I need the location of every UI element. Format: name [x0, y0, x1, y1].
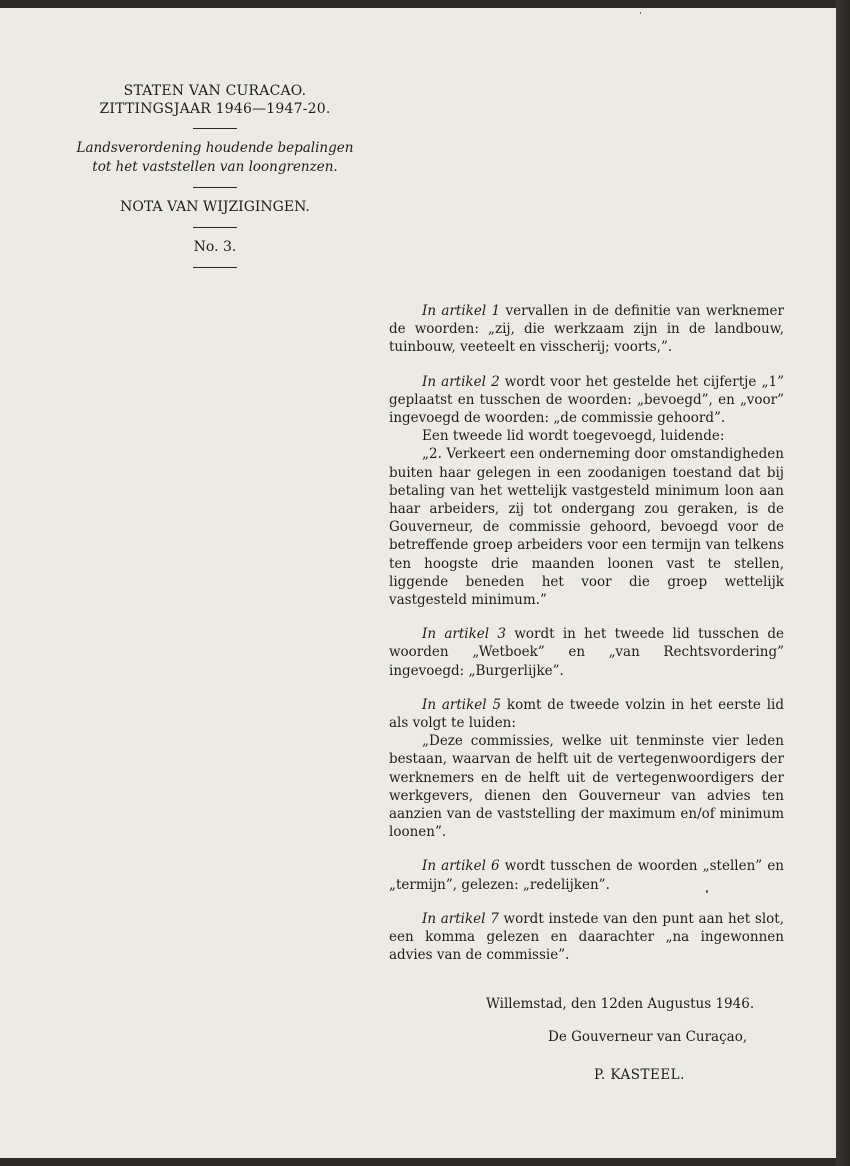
article-reference: In artikel 7	[422, 910, 499, 927]
subject-line-1: Landsverordening houdende bepalingen	[76, 140, 354, 156]
place-and-date: Willemstad, den 12den Augustus 1946.	[486, 996, 755, 1012]
paragraph-artikel-1	[389, 302, 784, 357]
paragraph-artikel-3	[389, 625, 784, 680]
document-body	[389, 302, 784, 965]
document-number: No. 3.	[193, 239, 237, 255]
article-reference: In artikel 5	[422, 696, 502, 713]
scan-border	[836, 0, 850, 1166]
header-session: ZITTINGSJAAR 1946—1947-20.	[99, 101, 331, 117]
paragraph-artikel-2	[389, 373, 784, 428]
divider	[193, 187, 237, 188]
paragraph-text: wordt tusschen de woorden „stellen” en „termijn”, gelezen: „redelijken”.	[389, 858, 785, 893]
divider	[193, 227, 237, 228]
divider	[193, 267, 237, 268]
paragraph-text: wordt in het tweede lid tusschen de woorden „Wetboek” en „van Rechtsvordering” ingevoegd: „Burgerlijke”.	[389, 626, 784, 679]
paper-speck	[706, 890, 708, 893]
header-assembly: STATEN VAN CURACAO.	[123, 83, 307, 99]
paragraph-lid-2	[389, 445, 784, 609]
article-reference: In artikel 6	[422, 858, 500, 875]
article-reference: In artikel 1	[422, 303, 501, 319]
paragraph-artikel-6	[389, 857, 784, 893]
paragraph-artikel-5	[389, 696, 784, 732]
signatory-role: De Gouverneur van Curaçao,	[548, 1029, 748, 1045]
paragraph-text: komt de tweede volzin in het eerste lid als volgt te luiden:	[389, 696, 784, 732]
divider	[193, 128, 237, 129]
paragraph-text: vervallen in de definitie van werknemer de woorden: „zij, die werkzaam zijn in de landbouw, tuinbouw, veeteelt en visscherij; voorts,”.	[389, 303, 784, 356]
document-page	[0, 8, 836, 1158]
paragraph-text: wordt voor het gestelde het cijfertje „1” geplaatst en tusschen de woorden: „bevoegd”, en „voor” ingevoegd de woorden: „de commissie gehoord”.	[389, 373, 784, 427]
paper-speck	[640, 12, 641, 14]
article-reference: In artikel 3	[422, 626, 506, 643]
paragraph-new-lid	[389, 427, 784, 445]
paragraph-text: wordt instede van den punt aan het slot, een komma gelezen en daarachter „na ingewonnen advies van de commissie”.	[389, 910, 784, 964]
article-reference: In artikel 2	[422, 373, 500, 390]
subject-line-2: tot het vaststellen van loongrenzen.	[92, 159, 338, 175]
paragraph-text: Een tweede lid wordt toegevoegd, luidende:	[422, 428, 725, 445]
paragraph-text: „2. Verkeert een onderneming door omstandigheden buiten haar gelegen in een zoodanigen toestand dat bij betaling van het wettelijk vastgesteld minimum loon aan haar arbeiders, zij tot ondergang zou geraken, is de Gouverneur, de commissie gehoord, bevoegd voor de betreffende groep arbeiders voor een termijn van telkens ten hoogste drie maanden loonen vast te stellen, liggende beneden het voor die groep wettelijk vastgesteld minimum.”	[389, 446, 784, 609]
paragraph-commissies	[389, 732, 784, 841]
paragraph-text: „Deze commissies, welke uit tenminste vier leden bestaan, waarvan de helft uit de vertegenwoordigers der werknemers en de helft uit de vertegenwoordigers der werkgevers, dienen den Gouverneur van advies ten aanzien van de vaststelling der maximum en/of minimum loonen”.	[389, 733, 784, 841]
document-header	[60, 82, 370, 278]
document-title: NOTA VAN WIJZIGINGEN.	[120, 199, 310, 215]
signatory-name: P. KASTEEL.	[594, 1067, 685, 1083]
paragraph-artikel-7	[389, 910, 784, 965]
